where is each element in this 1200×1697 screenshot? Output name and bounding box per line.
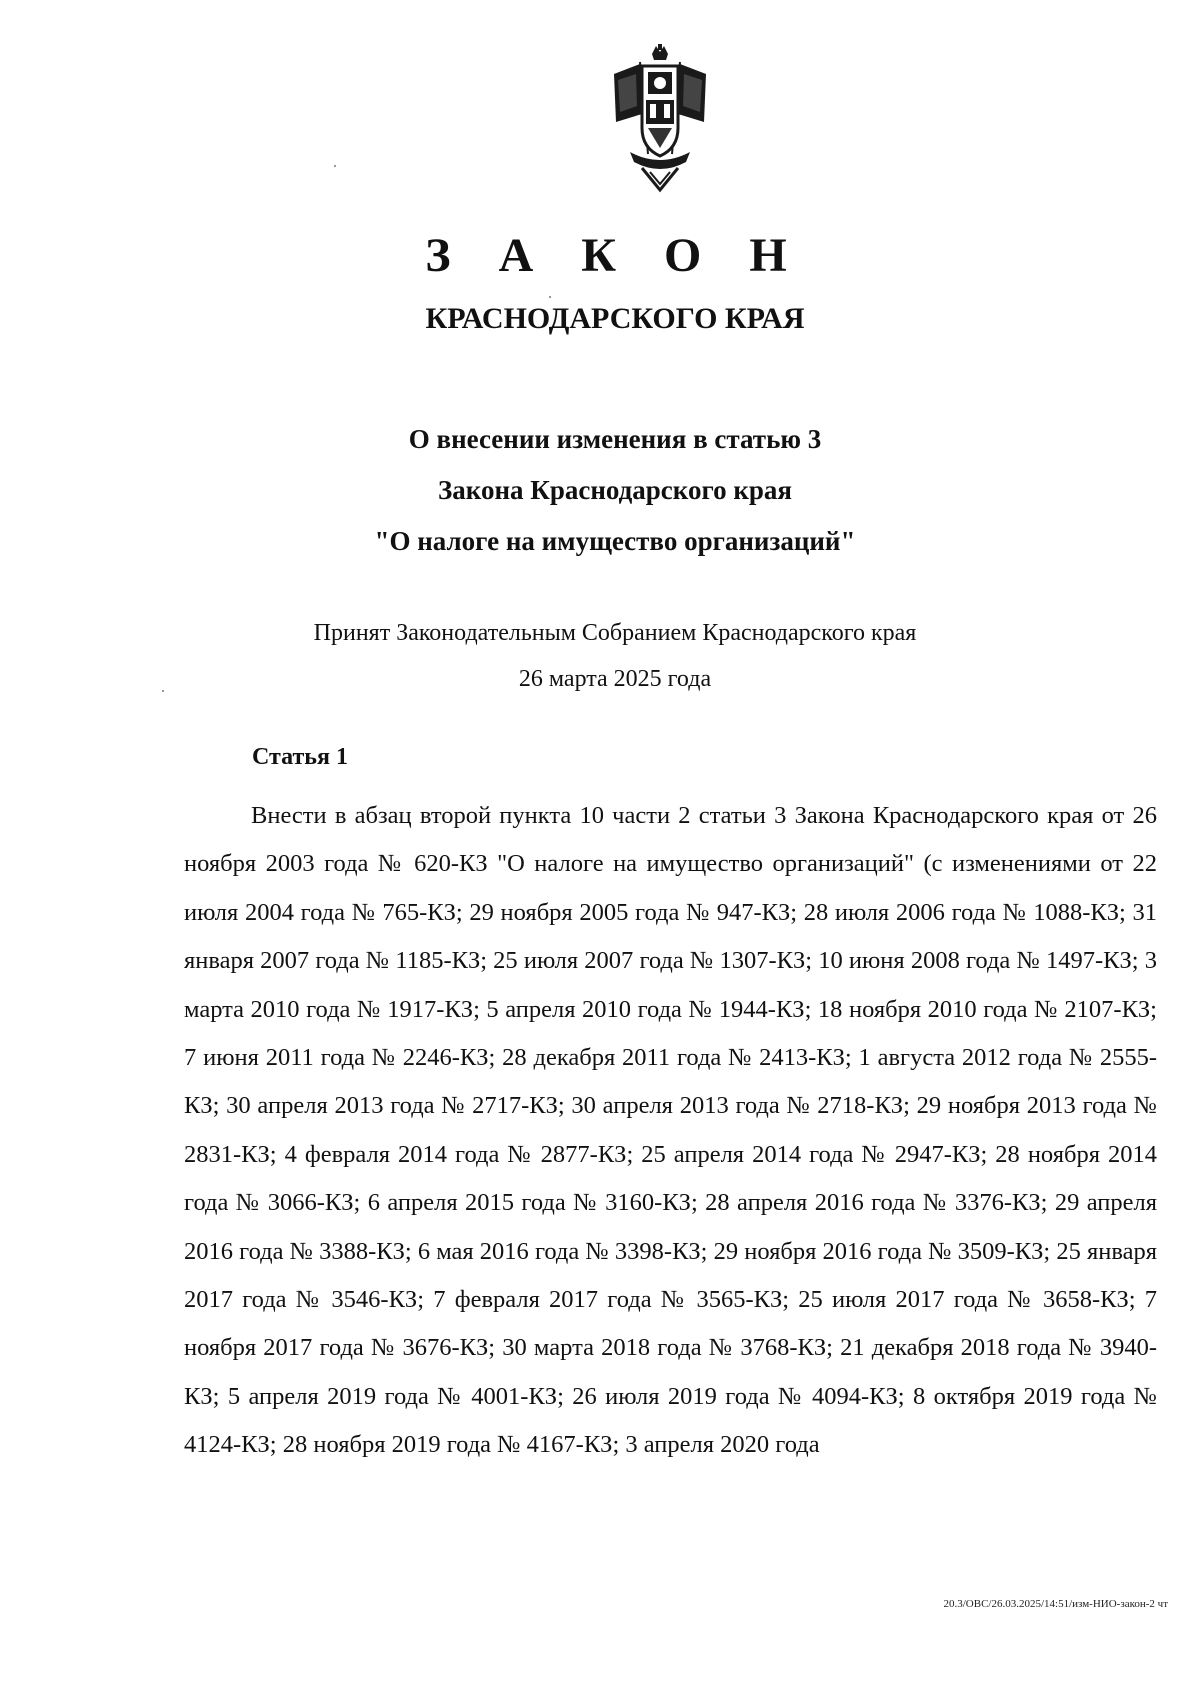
coat-of-arms-icon xyxy=(600,44,720,194)
law-title: З А К О Н xyxy=(425,229,805,282)
subject-line: "О налоге на имущество организаций" xyxy=(374,526,856,556)
scan-speck xyxy=(334,165,336,167)
article-heading: Статья 1 xyxy=(252,744,348,770)
adoption-info xyxy=(0,610,1200,702)
adoption-body: Принят Законодательным Собранием Краснодарского края xyxy=(313,620,917,646)
article-body: Внести в абзац второй пункта 10 части 2 статьи 3 Закона Краснодарского края от 26 ноября 2003 года № 620-КЗ "О налоге на имущество организаций" (с изменениями от 22 июля 2004 года № 765-КЗ; 29 ноября 2005 года № 947-КЗ; 28 июля 2006 года № 1088-КЗ; 31 января 2007 года № 1185-КЗ; 25 июля 2007 года № 1307-КЗ; 10 июня 2008 года № 1497-КЗ; 3 марта 2010 года № 1917-КЗ; 5 апреля 2010 года № 1944-КЗ; 18 ноября 2010 года № 2107-КЗ; 7 июня 2011 года № 2246-КЗ; 28 декабря 2011 года № 2413-КЗ; 1 августа 2012 года № 2555-КЗ; 30 апреля 2013 года № 2717-КЗ; 30 апреля 2013 года № 2718-КЗ; 29 ноября 2013 года № 2831-КЗ; 4 февраля 2014 года № 2877-КЗ; 25 апреля 2014 года № 2947-КЗ; 28 ноября 2014 года № 3066-КЗ; 6 апреля 2015 года № 3160-КЗ; 28 апреля 2016 года № 3376-КЗ; 29 апреля 2016 года № 3388-КЗ; 6 мая 2016 года № 3398-КЗ; 29 ноября 2016 года № 3509-КЗ; 25 января 2017 года № 3546-КЗ; 7 февраля 2017 года № 3565-КЗ; 25 июля 2017 года № 3658-КЗ; 7 ноября 2017 года № 3676-КЗ; 30 марта 2018 года № 3768-КЗ; 21 декабря 2018 года № 3940-КЗ; 5 апреля 2019 года № 4001-КЗ; 26 июля 2019 года № 4094-КЗ; 8 октября 2019 года № 4124-КЗ; 28 ноября 2019 года № 4167-КЗ; 3 апреля 2020 года xyxy=(184,802,1157,1459)
law-subject xyxy=(0,414,1200,567)
region-title: КРАСНОДАРСКОГО КРАЯ xyxy=(425,302,805,335)
subject-line: Закона Краснодарского края xyxy=(438,475,792,505)
adoption-date: 26 марта 2025 года xyxy=(518,666,712,692)
scan-speck xyxy=(162,690,164,692)
document-code: 20.3/ОВС/26.03.2025/14:51/изм-НИО-закон-2 чт xyxy=(943,1598,1168,1610)
scan-speck xyxy=(549,296,551,298)
subject-line: О внесении изменения в статью 3 xyxy=(408,424,822,454)
